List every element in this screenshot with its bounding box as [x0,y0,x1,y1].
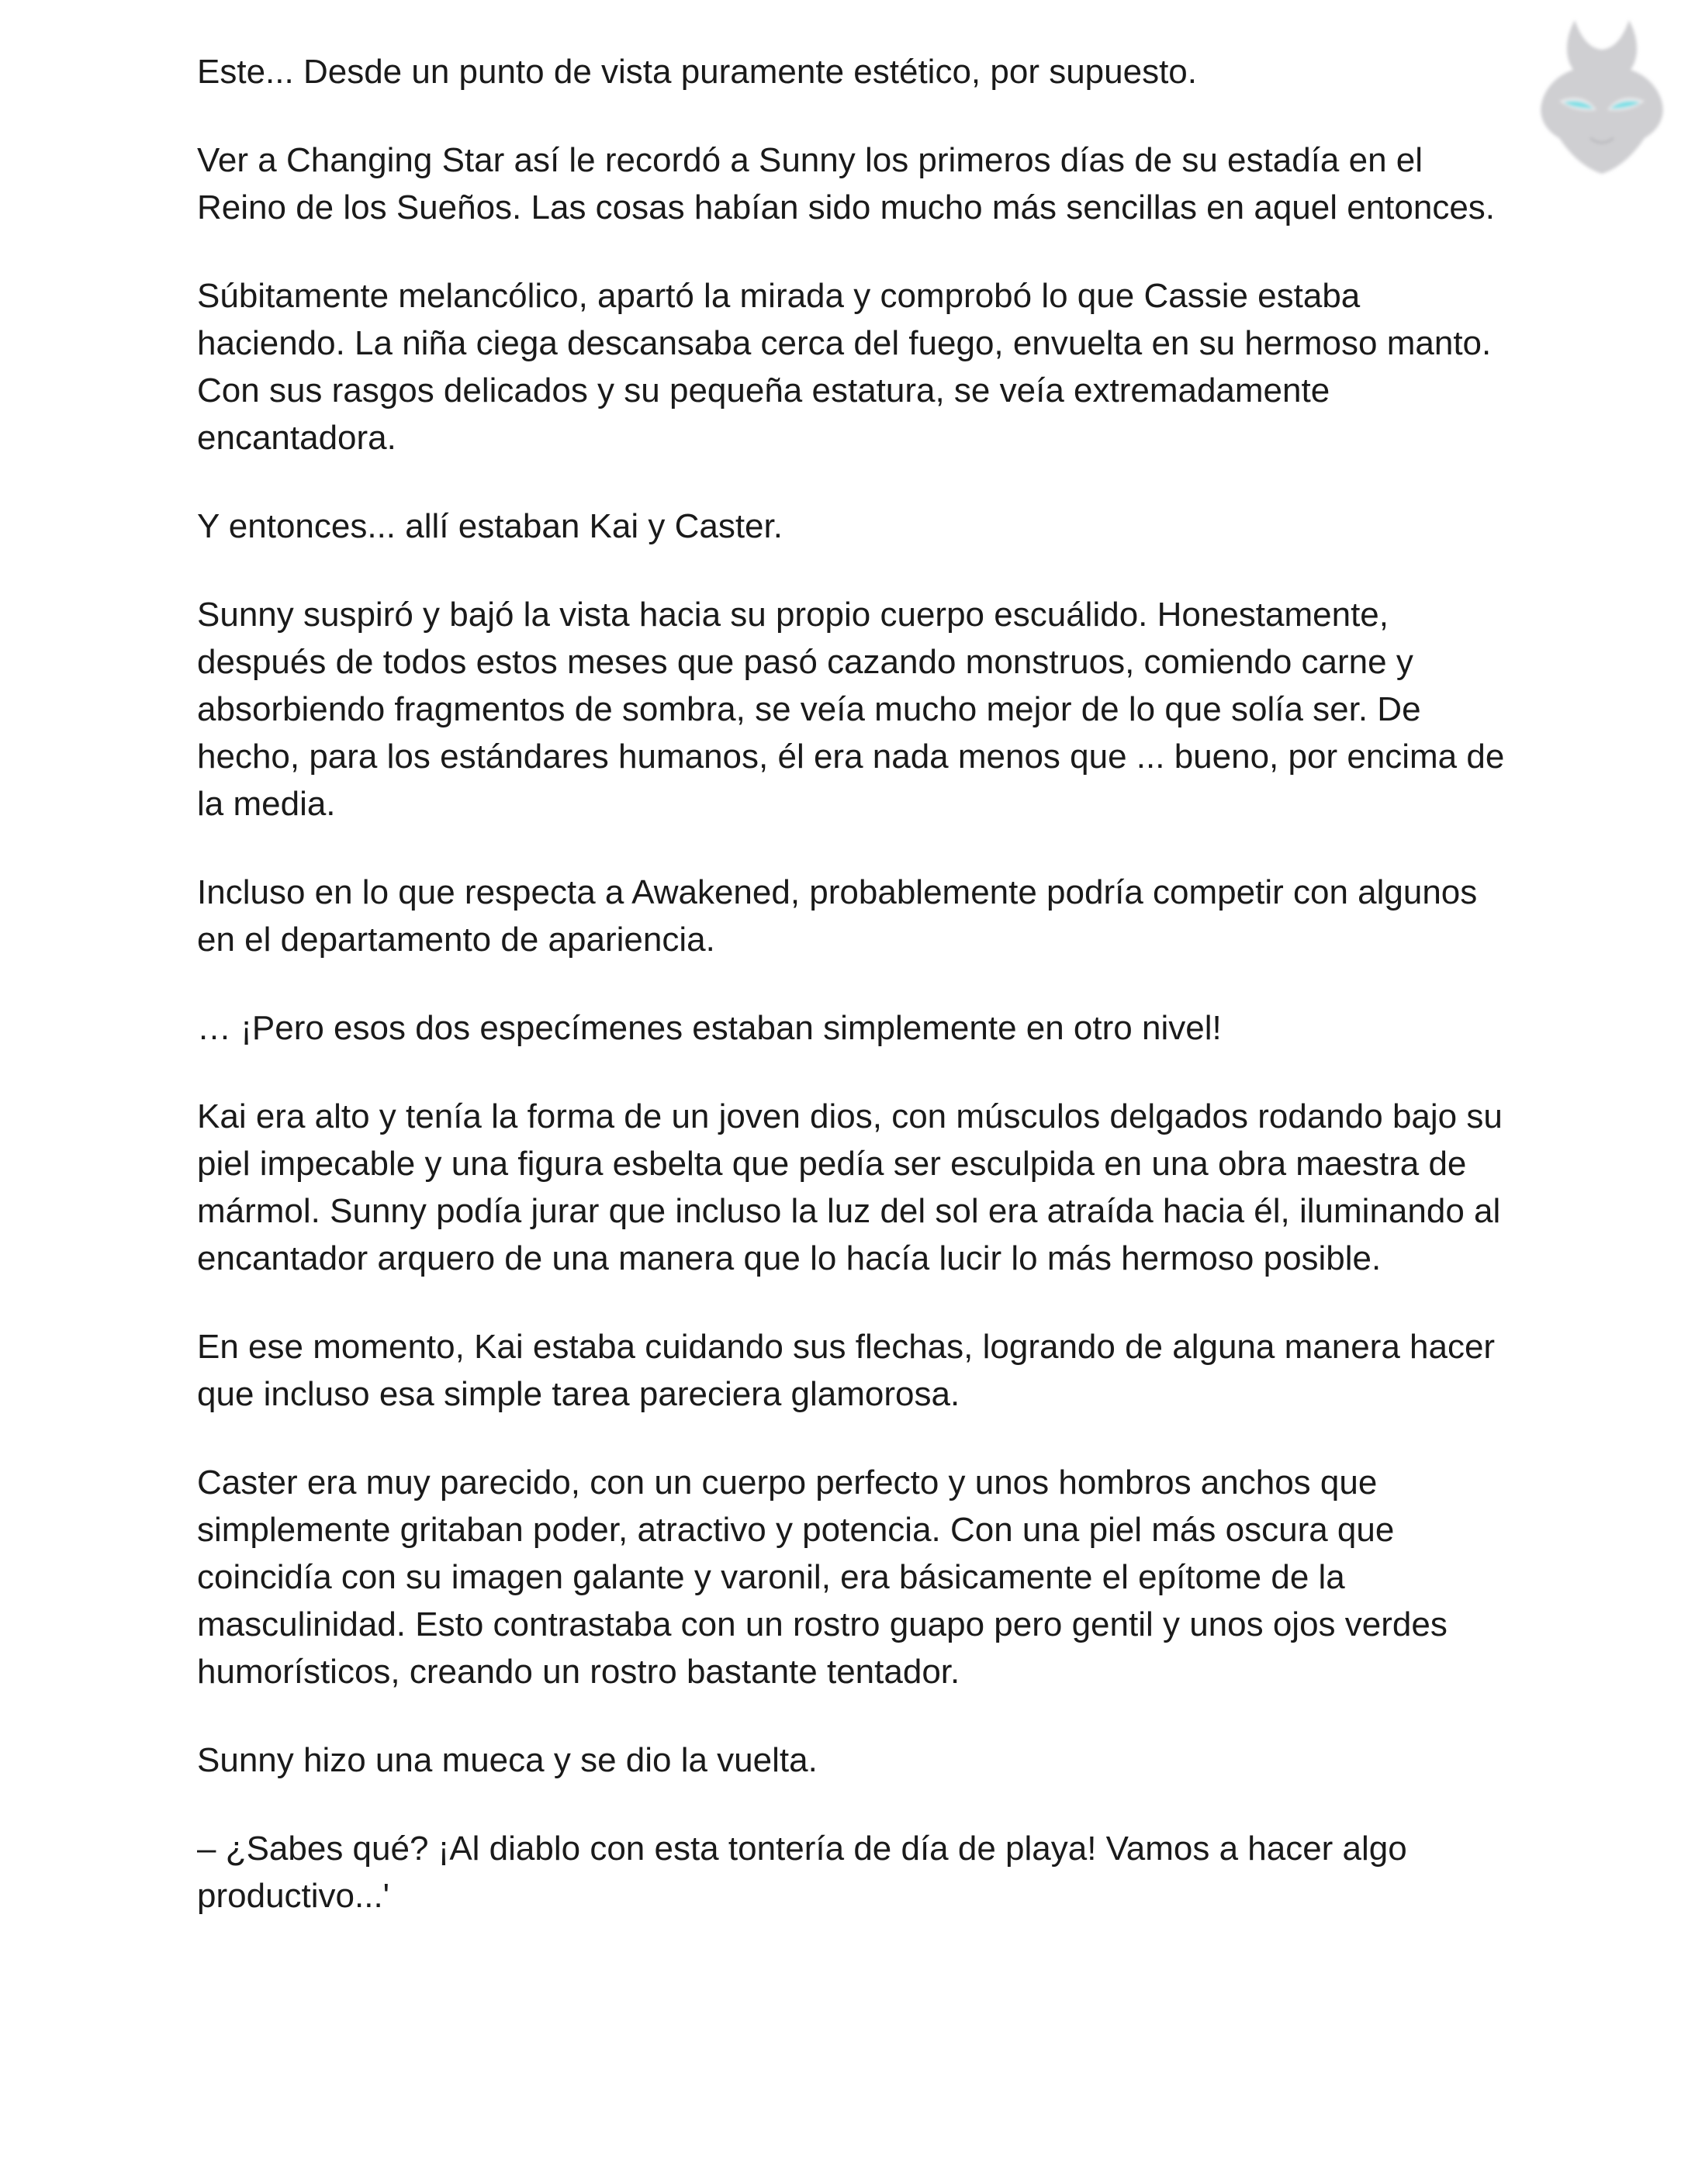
paragraph: Súbitamente melancólico, apartó la mirada y comprobó lo que Cassie estaba haciendo. La niña ciega descansaba cerca del fuego, envuelta en su hermoso manto. Con sus rasgos delicados y su pequeña estatura, se veía extremadamente encantadora. [197,277,1492,457]
paragraph: Incluso en lo que respecta a Awakened, probablemente podría competir con algunos en el departamento de apariencia. [197,873,1478,959]
paragraph: Caster era muy parecido, con un cuerpo perfecto y unos hombros anchos que simplemente gritaban poder, atractivo y potencia. Con una piel más oscura que coincidía con su imagen galante y varonil, era básicamente el epítome de la masculinidad. Esto contrastaba con un rostro guapo pero gentil y unos ojos verdes humorísticos, creando un rostro bastante tentador. [197,1463,1448,1691]
paragraph: Kai era alto y tenía la forma de un joven dios, con músculos delgados rodando bajo su piel impecable y una figura esbelta que pedía ser esculpida en una obra maestra de mármol. Sunny podía jurar que incluso la luz del sol era atraída hacia él, iluminando al encantador arquero de una manera que lo hacía lucir lo más hermoso posible. [197,1097,1503,1277]
paragraph: Y entonces... allí estaban Kai y Caster. [197,507,783,545]
paragraph: Sunny hizo una mueca y se dio la vuelta. [197,1741,818,1779]
paragraph: En ese momento, Kai estaba cuidando sus flechas, logrando de alguna manera hacer que incluso esa simple tarea pareciera glamorosa. [197,1328,1496,1413]
paragraph: – ¿Sabes qué? ¡Al diablo con esta tontería de día de playa! Vamos a hacer algo productivo...' [197,1830,1407,1915]
paragraph: Ver a Changing Star así le recordó a Sunny los primeros días de su estadía en el Reino de los Sueños. Las cosas habían sido mucho más sencillas en aquel entonces. [197,141,1496,226]
paragraph: Sunny suspiró y bajó la vista hacia su propio cuerpo escuálido. Honestamente, después de todos estos meses que pasó cazando monstruos, comiendo carne y absorbiendo fragmentos de sombra, se veía mucho mejor de lo que solía ser. De hecho, para los estándares humanos, él era nada menos que ... bueno, por encima de la media. [197,596,1505,823]
horned-demon-head-icon [1528,14,1676,181]
paragraph: Este... Desde un punto de vista puramente estético, por supuesto. [197,53,1197,91]
paragraph: … ¡Pero esos dos especímenes estaban simplemente en otro nivel! [197,1009,1222,1047]
document-body [197,48,1508,1961]
